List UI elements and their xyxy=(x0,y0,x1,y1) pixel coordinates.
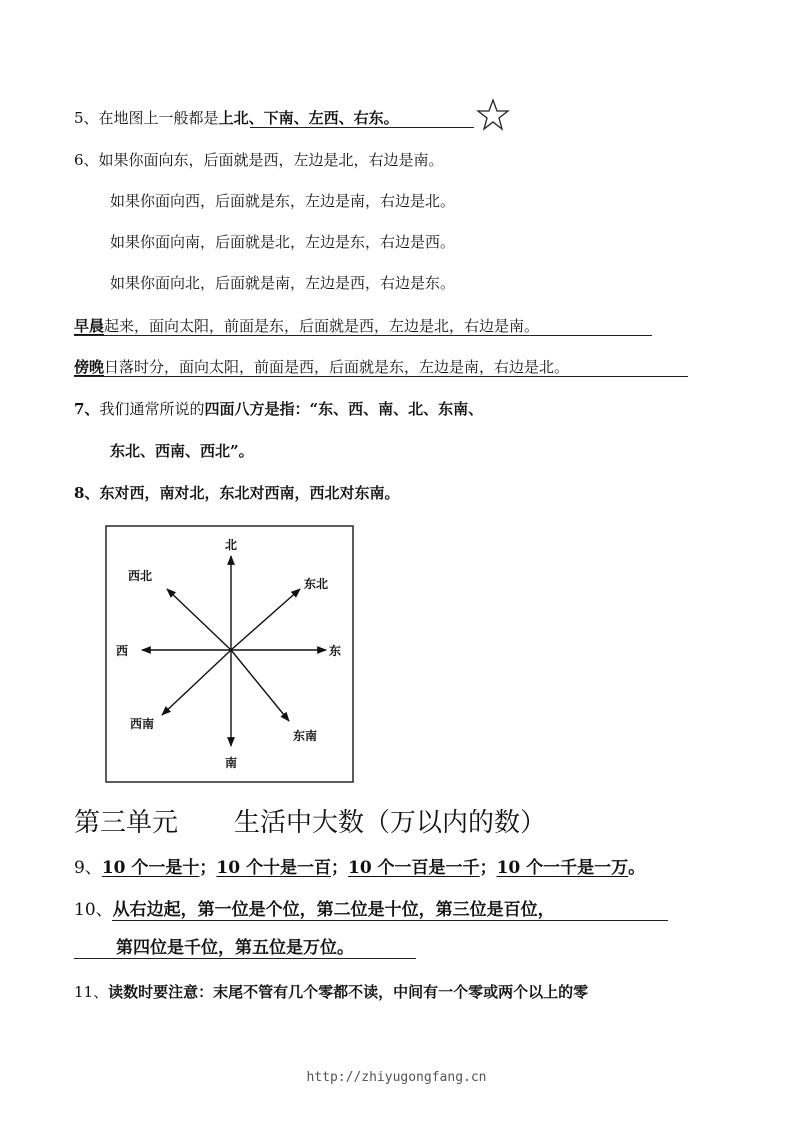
label-southwest: 西南 xyxy=(130,717,155,731)
label-northwest: 西北 xyxy=(128,569,153,583)
footer-url[interactable]: http://zhiyugongfang.cn xyxy=(306,1070,487,1085)
item-9-fact-4: 10 个一千是一万 xyxy=(496,858,629,878)
item-9-fact-3: 10 个一百是一千 xyxy=(347,858,480,878)
item-8-line xyxy=(74,483,399,503)
label-northeast: 东北 xyxy=(304,577,329,591)
item-9-end: 。 xyxy=(628,858,646,878)
evening-keyword: 傍晚 xyxy=(74,358,105,376)
label-west: 西 xyxy=(116,644,129,658)
morning-text: 起来，面向太阳，前面是东，后面就是西，左边是北，右边是南。 xyxy=(104,317,540,335)
arrow-southwest xyxy=(162,650,231,715)
arrow-northeast xyxy=(231,589,300,650)
item-10-line-1 xyxy=(74,898,555,922)
label-north: 北 xyxy=(224,538,238,552)
item-7-text-1: “东、西、南、北、东南、 xyxy=(309,400,484,418)
item-5-text: 在地图上一般都是 xyxy=(98,109,219,127)
compass-frame xyxy=(106,526,353,782)
item-9-fact-2: 10 个十是一百 xyxy=(216,858,331,878)
morning-underline xyxy=(74,335,652,336)
item-9-sep-2: ； xyxy=(330,858,348,878)
item-6-line-2: 如果你面向西，后面就是东，左边是南，右边是北。 xyxy=(110,192,456,210)
item-10-underline-2 xyxy=(74,958,416,959)
item-7-pre: 我们通常所说的 xyxy=(99,400,205,418)
item-6-number: 6、 xyxy=(74,151,99,169)
item-11-number: 11、 xyxy=(74,983,109,1001)
item-6-line-3: 如果你面向南，后面就是北，左边是东，右边是西。 xyxy=(110,233,456,251)
item-5 xyxy=(74,108,399,128)
evening-text: 日落时分，面向太阳，前面是西，后面就是东，左边是南，右边是北。 xyxy=(104,358,570,376)
item-9-sep-3: ； xyxy=(479,858,497,878)
unit-title: 生活中大数（万以内的数） xyxy=(234,808,547,838)
item-5-number: 5、 xyxy=(74,109,99,127)
morning-line xyxy=(74,316,539,336)
compass-diagram xyxy=(100,518,362,788)
item-9-number: 9、 xyxy=(74,858,102,878)
label-southeast: 东南 xyxy=(293,729,318,743)
morning-keyword: 早晨 xyxy=(74,317,105,335)
item-11-text: 末尾不管有几个零都不读，中间有一个零或两个以上的零 xyxy=(213,983,589,1001)
unit-name: 第三单元 xyxy=(74,808,179,838)
item-9-sep-1: ； xyxy=(199,858,217,878)
item-10-number: 10、 xyxy=(74,900,113,920)
label-east: 东 xyxy=(329,644,342,658)
arrow-northwest xyxy=(167,589,231,650)
item-7-line-2: 东北、西南、西北”。 xyxy=(110,442,254,460)
item-8-number: 8、 xyxy=(74,484,100,502)
item-11-line xyxy=(74,982,588,1002)
item-9-line xyxy=(74,856,645,880)
item-9-fact-1: 10 个一是十 xyxy=(101,858,200,878)
item-6-line-4: 如果你面向北，后面就是南，左边是西，右边是东。 xyxy=(110,274,456,292)
evening-line xyxy=(74,357,569,377)
item-5-underline xyxy=(250,127,474,128)
item-10-underline-1 xyxy=(112,920,668,921)
item-11-key: 读数时要注意： xyxy=(108,983,214,1001)
arrow-southeast xyxy=(231,650,289,721)
item-5-rule: 上北、下南、左西、右东。 xyxy=(218,109,399,127)
evening-underline xyxy=(74,376,688,377)
item-8-text: 东对西，南对北，东北对西南，西北对东南。 xyxy=(99,484,400,502)
item-6-line-1 xyxy=(74,150,444,170)
item-10-line-2: 第四位是千位，第五位是万位。 xyxy=(116,938,354,958)
unit-heading xyxy=(74,806,546,840)
item-6-text-1: 如果你面向东，后面就是西，左边是北，右边是南。 xyxy=(98,151,444,169)
item-7-line-1 xyxy=(74,399,483,419)
item-7-number: 7、 xyxy=(74,400,100,418)
item-7-key: 四面八方是指： xyxy=(204,400,310,418)
label-south: 南 xyxy=(224,756,238,770)
star-outline-icon xyxy=(476,98,510,132)
item-10-text-1: 从右边起，第一位是个位，第二位是十位，第三位是百位， xyxy=(112,900,555,920)
